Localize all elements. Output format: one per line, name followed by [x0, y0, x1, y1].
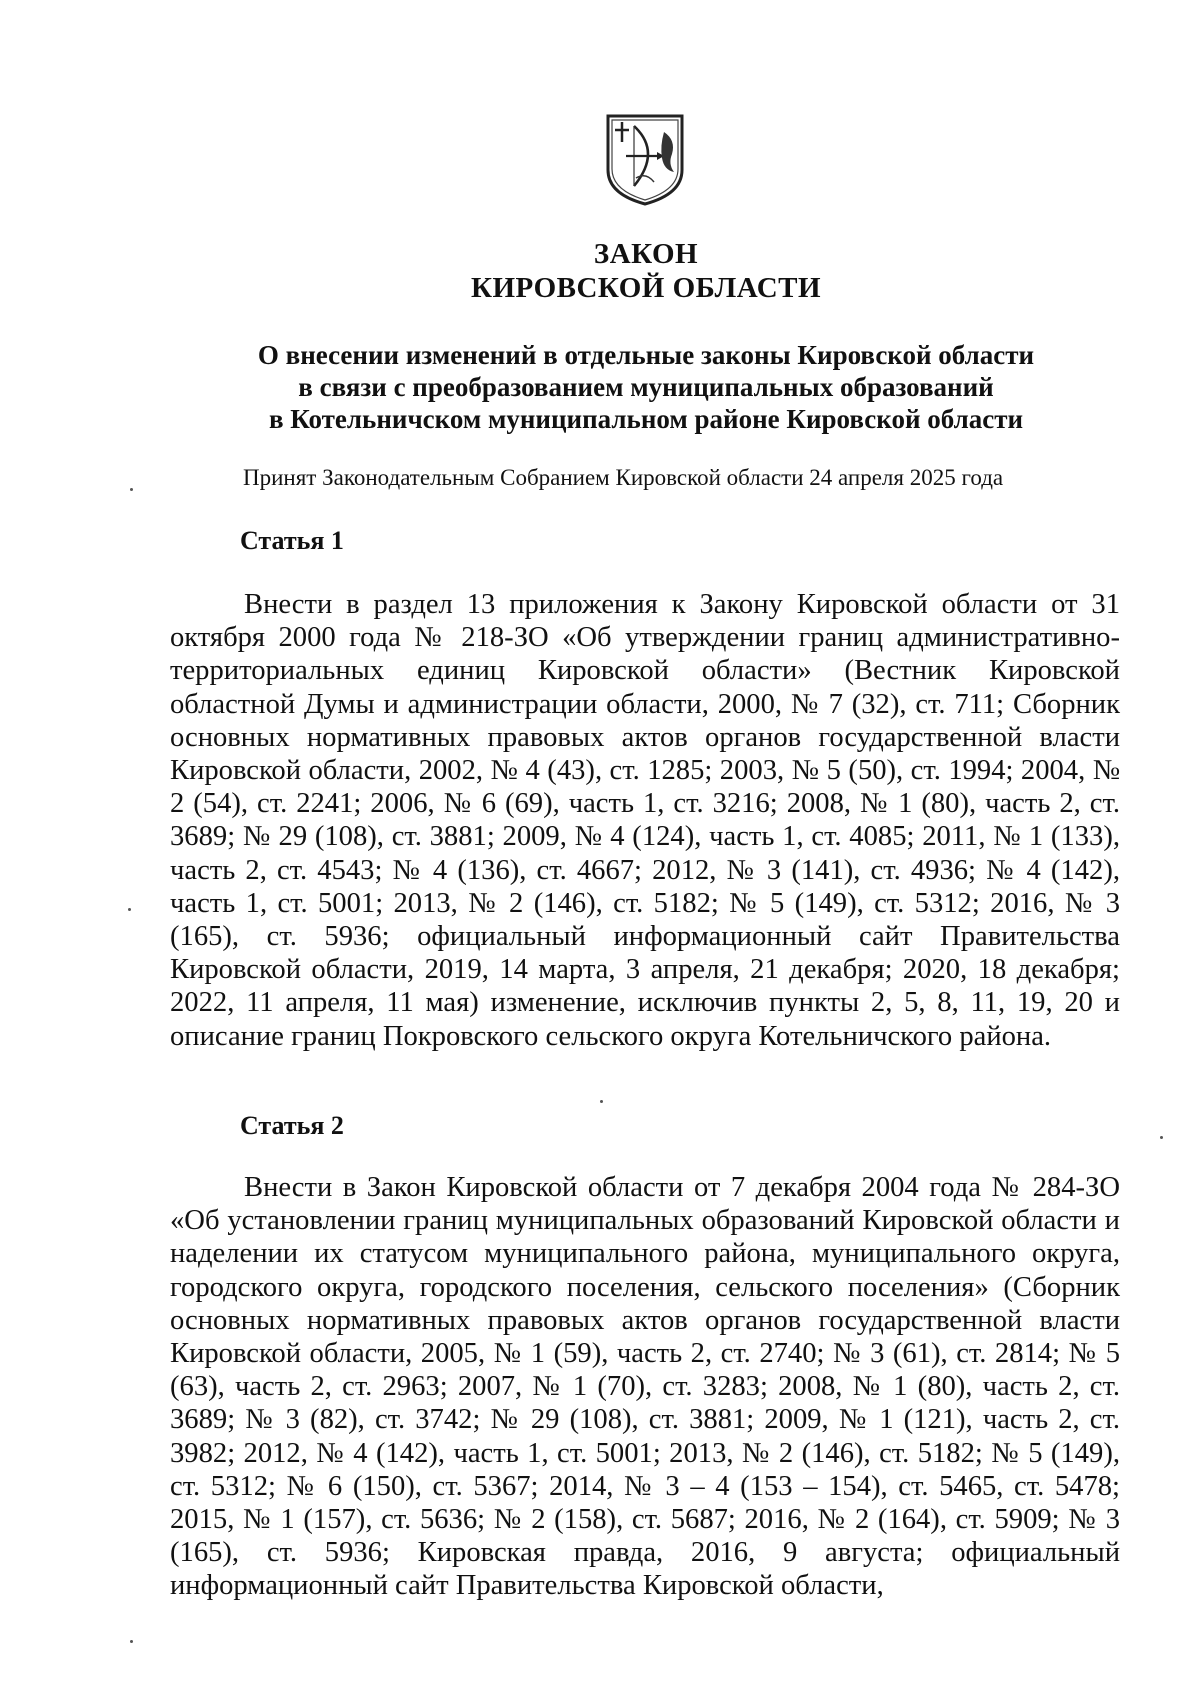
law-subject-line1: О внесении изменений в отдельные законы Кировской области: [257, 340, 1035, 370]
law-subject-line2: в связи с преобразованием муниципальных образований: [298, 372, 994, 402]
scan-speck: [600, 1100, 603, 1103]
scan-speck: [130, 488, 133, 491]
article-2-text: Внести в Закон Кировской области от 7 декабря 2004 года № 284-ЗО «Об установлении границ муниципальных образований Кировской области и наделении их статусом муниципального района, муниципального округа, городского округа, городского поселения, сельского поселения» (Сборник основных нормативных правовых актов органов государственной власти Кировской области, 2005, № 1 (59), часть 2, ст. 2740; № 3 (61), ст. 2814; № 5 (63), часть 2, ст. 2963; 2007, № 1 (70), ст. 3283; 2008, № 1 (80), часть 2, ст. 3689; № 3 (82), ст. 3742; № 29 (108), ст. 3881; 2009, № 1 (121), часть 2, ст. 3982; 2012, № 4 (142), часть 1, ст. 5001; 2013, № 2 (146), ст. 5182; № 5 (149), ст. 5312; № 6 (150), ст. 5367; 2014, № 3 – 4 (153 – 154), ст. 5465, ст. 5478; 2015, № 1 (157), ст. 5636; № 2 (158), ст. 5687; 2016, № 2 (164), ст. 5909; № 3 (165), ст. 5936; Кировская правда, 2016, 9 августа; официальный информационный сайт Правительства Кировской области,: [170, 1172, 1120, 1602]
article-2-heading: Статья 2: [240, 1111, 344, 1140]
article-1-heading: Статья 1: [240, 526, 344, 555]
article-1-text: Внести в раздел 13 приложения к Закону Кировской области от 31 октября 2000 года № 218-ЗО «Об утверждении границ административно-территориальных единиц Кировской области» (Вестник Кировской областной Думы и администрации области, 2000, № 7 (32), ст. 711; Сборник основных нормативных правовых актов органов государственной власти Кировской области, 2002, № 4 (43), ст. 1285; 2003, № 5 (50), ст. 1994; 2004, № 2 (54), ст. 2241; 2006, № 6 (69), часть 1, ст. 3216; 2008, № 1 (80), часть 2, ст. 3689; № 29 (108), ст. 3881; 2009, № 4 (124), часть 1, ст. 4085; 2011, № 1 (133), часть 2, ст. 4543; № 4 (136), ст. 4667; 2012, № 3 (141), ст. 4936; № 4 (142), часть 1, ст. 5001; 2013, № 2 (146), ст. 5182; № 5 (149), ст. 5312; 2016, № 3 (165), ст. 5936; официальный информационный сайт Правительства Кировской области, 2019, 14 марта, 3 апреля, 21 декабря; 2020, 18 декабря; 2022, 11 апреля, 11 мая) изменение, исключив пункты 2, 5, 8, 11, 19, 20 и описание границ Покровского сельского округа Котельничского района.: [170, 589, 1120, 1052]
law-title-line1: ЗАКОН: [593, 238, 699, 270]
coat-of-arms-icon: [604, 112, 686, 208]
law-title-line2: КИРОВСКОЙ ОБЛАСТИ: [470, 272, 822, 304]
scan-speck: [130, 1640, 133, 1643]
scan-speck: [1160, 1136, 1163, 1139]
adoption-note: Принят Законодательным Собранием Кировской области 24 апреля 2025 года: [243, 465, 1004, 490]
law-subject-line3: в Котельничском муниципальном районе Кировской области: [268, 404, 1024, 434]
scan-speck: [128, 908, 131, 911]
